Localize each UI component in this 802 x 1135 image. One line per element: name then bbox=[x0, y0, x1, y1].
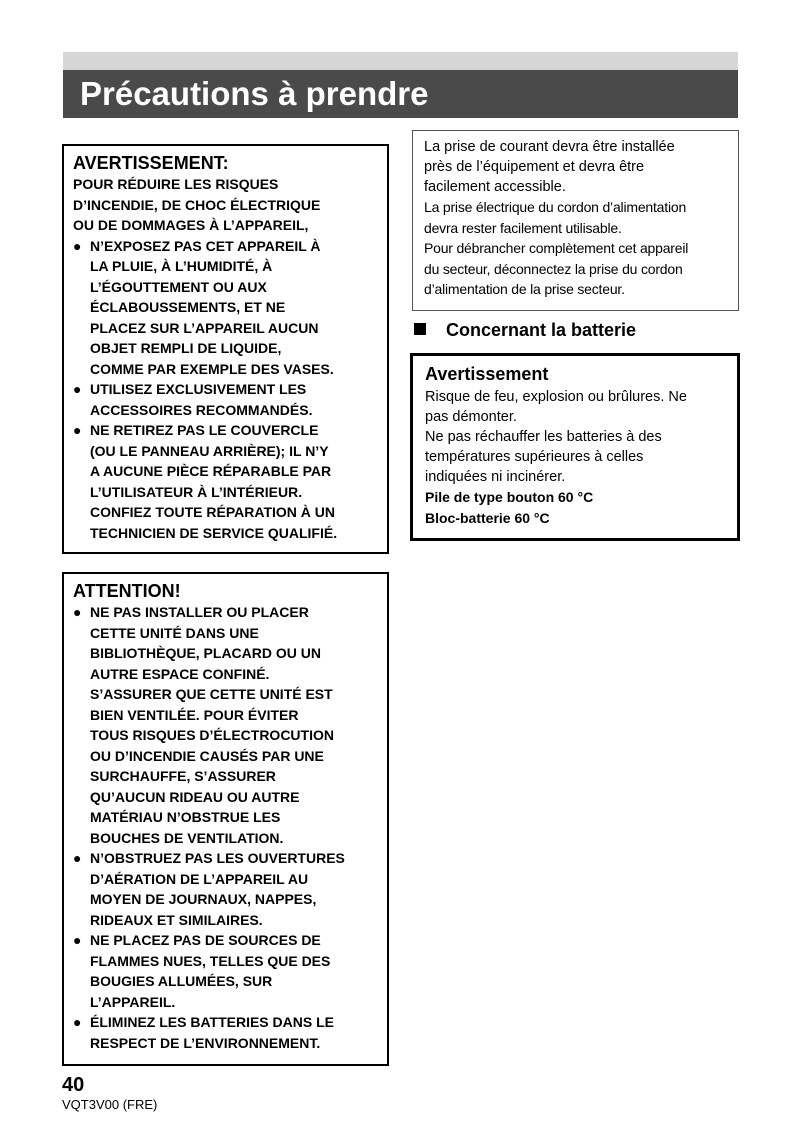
document-code: VQT3V00 (FRE) bbox=[62, 1097, 158, 1112]
bullet-line: L’ÉGOUTTEMENT OU AUX bbox=[90, 278, 267, 295]
text-line: La prise de courant devra être installée bbox=[424, 139, 675, 155]
bullet-line: BOUGIES ALLUMÉES, SUR bbox=[90, 973, 273, 989]
text-line: La prise électrique du cordon d’alimentation bbox=[424, 199, 687, 215]
bullet-line: ÉLIMINEZ LES BATTERIES DANS LE bbox=[90, 1014, 334, 1030]
battery-temperatures bbox=[425, 487, 731, 528]
attention-heading: ATTENTION! bbox=[73, 581, 181, 601]
bullet-line: ÉCLABOUSSEMENTS, ET NE bbox=[90, 299, 286, 315]
bullet-line: MATÉRIAU N’OBSTRUE LES bbox=[90, 809, 281, 825]
bullet-line: LA PLUIE, À L’HUMIDITÉ, À bbox=[90, 258, 273, 274]
bullet-line: N’EXPOSEZ PAS CET APPAREIL À bbox=[90, 237, 321, 254]
bullet-line: L’APPAREIL. bbox=[90, 993, 176, 1010]
bullet-line: OU D’INCENDIE CAUSÉS PAR UNE bbox=[90, 747, 324, 764]
warning-heading: AVERTISSEMENT: bbox=[73, 153, 229, 173]
bullet-line: S’ASSURER QUE CETTE UNITÉ EST bbox=[90, 686, 333, 702]
warning-box bbox=[62, 144, 389, 554]
bullet-line: BIEN VENTILÉE. POUR ÉVITER bbox=[90, 706, 299, 723]
bullet-line: UTILISEZ EXCLUSIVEMENT LES bbox=[90, 381, 307, 397]
text-line: près de l’équipement et devra être bbox=[424, 159, 645, 175]
bullet-line: RESPECT DE L’ENVIRONNEMENT. bbox=[90, 1034, 321, 1051]
bullet-line: CETTE UNITÉ DANS UNE bbox=[90, 624, 259, 641]
bullet-icon: ● bbox=[73, 932, 82, 948]
attention-bullet-list bbox=[73, 602, 385, 1053]
bullet-line: CONFIEZ TOUTE RÉPARATION À UN bbox=[90, 504, 335, 520]
bullet-line: MOYEN DE JOURNAUX, NAPPES, bbox=[90, 891, 317, 907]
battery-warning-text bbox=[425, 387, 731, 487]
bullet-line: TECHNICIEN DE SERVICE QUALIFIÉ. bbox=[90, 524, 338, 541]
warning-bullet bbox=[73, 420, 381, 543]
page-title: Précautions à prendre bbox=[80, 75, 429, 112]
attention-bullet bbox=[73, 1012, 385, 1053]
page-number: 40 bbox=[62, 1074, 85, 1096]
bullet-line: OBJET REMPLI DE LIQUIDE, bbox=[90, 340, 282, 356]
bullet-line: RIDEAUX ET SIMILAIRES. bbox=[90, 911, 263, 928]
bullet-line: PLACEZ SUR L’APPAREIL AUCUN bbox=[90, 319, 319, 336]
bullet-line: (OU LE PANNEAU ARRIÈRE); IL N’Y bbox=[90, 442, 329, 459]
battery-section-heading bbox=[414, 318, 636, 342]
bullet-line: L’UTILISATEUR À L’INTÉRIEUR. bbox=[90, 483, 303, 500]
bullet-line: AUTRE ESPACE CONFINÉ. bbox=[90, 665, 270, 682]
text-line: pas démonter. bbox=[425, 409, 517, 425]
bullet-line: QU’AUCUN RIDEAU OU AUTRE bbox=[90, 788, 300, 805]
warning-intro-line: POUR RÉDUIRE LES RISQUES bbox=[73, 176, 279, 192]
text-line: d’alimentation de la prise secteur. bbox=[424, 281, 625, 297]
warning-intro bbox=[73, 174, 381, 236]
bullet-line: SURCHAUFFE, S’ASSURER bbox=[90, 768, 276, 784]
text-line: températures supérieures à celles bbox=[425, 449, 644, 465]
bullet-line: D’AÉRATION DE L’APPAREIL AU bbox=[90, 870, 309, 887]
warning-intro-line: OU DE DOMMAGES À L’APPAREIL, bbox=[73, 217, 309, 233]
battery-warning-heading: Avertissement bbox=[425, 364, 549, 384]
square-bullet-icon bbox=[414, 323, 426, 335]
bullet-icon: ● bbox=[73, 422, 82, 438]
attention-bullet bbox=[73, 930, 385, 1012]
bullet-line: BOUCHES DE VENTILATION. bbox=[90, 829, 284, 846]
text-line: du secteur, déconnectez la prise du cordon bbox=[424, 260, 683, 277]
bullet-line: COMME PAR EXEMPLE DES VASES. bbox=[90, 360, 334, 377]
bullet-line: ACCESSOIRES RECOMMANDÉS. bbox=[90, 401, 313, 418]
bullet-line: NE PLACEZ PAS DE SOURCES DE bbox=[90, 932, 321, 948]
power-outlet-note bbox=[412, 130, 739, 311]
text-line: Pour débrancher complètement cet appareil bbox=[424, 240, 689, 256]
text-line: Ne pas réchauffer les batteries à des bbox=[425, 429, 662, 445]
title-bar bbox=[63, 70, 738, 118]
warning-bullet bbox=[73, 379, 381, 420]
bullet-line: FLAMMES NUES, TELLES QUE DES bbox=[90, 952, 331, 969]
attention-box bbox=[62, 572, 389, 1066]
bullet-line: BIBLIOTHÈQUE, PLACARD OU UN bbox=[90, 645, 321, 661]
attention-bullet bbox=[73, 848, 385, 930]
bullet-line: NE PAS INSTALLER OU PLACER bbox=[90, 604, 309, 620]
bullet-line: TOUS RISQUES D’ÉLECTROCUTION bbox=[90, 727, 334, 743]
battery-pack-temp: Bloc-batterie 60 °C bbox=[425, 509, 550, 526]
cord-paragraph bbox=[424, 197, 732, 300]
bullet-icon: ● bbox=[73, 237, 82, 254]
bullet-icon: ● bbox=[73, 1014, 82, 1030]
warning-bullet-list bbox=[73, 236, 381, 544]
attention-bullet bbox=[73, 602, 385, 848]
text-line: Risque de feu, explosion ou brûlures. Ne bbox=[425, 389, 687, 405]
outlet-paragraph bbox=[424, 137, 732, 197]
bullet-line: N’OBSTRUEZ PAS LES OUVERTURES bbox=[90, 850, 345, 866]
bullet-icon: ● bbox=[73, 381, 82, 397]
battery-warning-box bbox=[410, 353, 740, 541]
button-cell-temp: Pile de type bouton 60 °C bbox=[425, 489, 594, 505]
text-line: facilement accessible. bbox=[424, 179, 566, 195]
bullet-line: NE RETIREZ PAS LE COUVERCLE bbox=[90, 422, 319, 438]
warning-intro-line: D’INCENDIE, DE CHOC ÉLECTRIQUE bbox=[73, 196, 321, 213]
warning-bullet bbox=[73, 236, 381, 380]
battery-heading-text: Concernant la batterie bbox=[446, 320, 637, 340]
bullet-line: A AUCUNE PIÈCE RÉPARABLE PAR bbox=[90, 463, 332, 479]
text-line: indiquées ni incinérer. bbox=[425, 469, 566, 485]
text-line: devra rester facilement utilisable. bbox=[424, 219, 622, 236]
bullet-icon: ● bbox=[73, 850, 82, 866]
bullet-icon: ● bbox=[73, 604, 82, 620]
